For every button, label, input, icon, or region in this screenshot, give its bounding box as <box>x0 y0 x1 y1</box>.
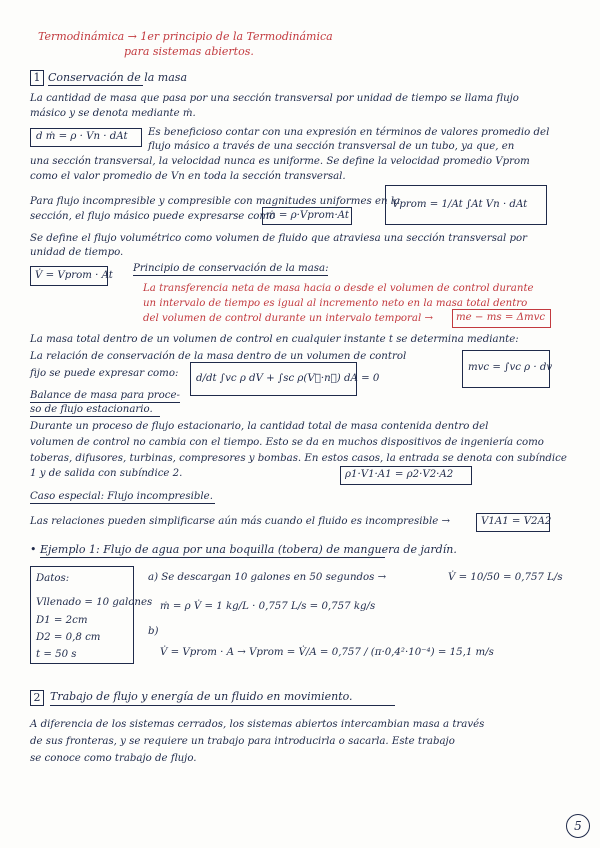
s2-para-1c: se conoce como trabajo de flujo. <box>30 753 197 764</box>
balance-line-b: so de flujo estacionario. <box>30 404 153 415</box>
eq-principle: me − ms = Δmvc <box>456 312 546 323</box>
eq-vprom: Vprom = 1/At ∫At Vn · dAt <box>392 199 528 210</box>
special-case-underline <box>30 503 215 504</box>
principle-title-underline <box>133 275 328 276</box>
datos-title: Datos: <box>36 573 70 584</box>
s1-para-2a: Es beneficioso contar con una expresión en términos de valores promedio del <box>148 127 550 138</box>
solution-b-result: V̇ = Vprom · A → Vprom = V̇/A = 0,757 / (π·0,4²·10⁻⁴) = 15,1 m/s <box>160 647 494 658</box>
s1-para-4a: Se define el flujo volumétrico como volumen de fluido que atraviesa una sección transversal por <box>30 233 528 244</box>
s1-para-2c: una sección transversal, la velocidad nunca es uniforme. Se define la velocidad promedio Vprom <box>30 156 530 167</box>
solution-b: b) <box>148 626 159 637</box>
section-1-title-underline <box>48 85 143 86</box>
section-1-title: Conservación de la masa <box>48 71 188 84</box>
page-number: 5 <box>566 814 590 838</box>
s2-para-1a: A diferencia de los sistemas cerrados, los sistemas abiertos intercambian masa a través <box>30 719 485 730</box>
eq-mvc: mvc = ∫vc ρ · dv <box>468 362 553 373</box>
s1-para-1a: La cantidad de masa que pasa por una sección transversal por unidad de tiempo se llama flujo <box>30 93 519 104</box>
principle-line-b: un intervalo de tiempo es igual al incremento neto en la masa total dentro <box>143 298 528 309</box>
eq-m: ṁ = ρ·Vprom·At <box>266 210 349 221</box>
s1-para-6a: Durante un proceso de flujo estacionario, la cantidad total de masa contenida dentro del <box>30 421 489 432</box>
eq-cons: d/dt ∫vc ρ dV + ∫sc ρ(V⃗·n⃗) dA = 0 <box>196 373 380 384</box>
eq-dm: d ṁ = ρ · Vn · dAt <box>36 131 128 142</box>
s1-para-2d: como el valor promedio de Vn en toda la sección transversal. <box>30 171 346 182</box>
balance-underline-a <box>30 402 180 403</box>
header-line-2: para sistemas abiertos. <box>124 45 254 58</box>
s1-para-7: Las relaciones pueden simplificarse aún más cuando el fluido es incompresible → <box>30 516 451 527</box>
section-2-title-underline <box>50 705 395 706</box>
s1-para-1b: másico y se denota mediante ṁ. <box>30 108 196 119</box>
example-title: • Ejemplo 1: Flujo de agua por una boquilla (tobera) de manguera de jardín. <box>30 543 457 556</box>
solution-a: a) Se descargan 10 galones en 50 segundos → <box>148 572 387 583</box>
s1-para-5b: La relación de conservación de la masa dentro de un volumen de control <box>30 351 407 362</box>
section-1-number: 1 <box>30 70 44 86</box>
principle-title: Principio de conservación de la masa: <box>133 263 329 274</box>
eq-v: V̇ = Vprom · At <box>35 270 113 281</box>
s1-para-6c: toberas, difusores, turbinas, compresores y bombas. En estos casos, la entrada se denota con subíndice <box>30 453 567 464</box>
s1-para-6d: 1 y de salida con subíndice 2. <box>30 468 183 479</box>
example-title-underline <box>40 557 385 558</box>
s1-para-5c: fijo se puede expresar como: <box>30 368 179 379</box>
datos-item-4: t = 50 s <box>36 649 77 660</box>
datos-item-2: D1 = 2cm <box>36 615 88 626</box>
datos-item-3: D2 = 0,8 cm <box>36 632 101 643</box>
eq-incomp: V1A1 = V2A2 <box>481 516 552 527</box>
principle-line-c: del volumen de control durante un intervalo temporal → <box>143 313 434 324</box>
balance-line-a: Balance de masa para proce- <box>30 390 180 401</box>
solution-a-result: V̇ = 10/50 = 0,757 L/s <box>448 572 563 583</box>
s1-para-6b: volumen de control no cambia con el tiempo. Esto se da en muchos dispositivos de ingeniería como <box>30 437 544 448</box>
header-line-1: Termodinámica → 1er principio de la Termodinámica <box>38 30 333 43</box>
balance-underline-b <box>30 416 160 417</box>
eq-steady: ρ1·V1·A1 = ρ2·V2·A2 <box>345 469 454 480</box>
solution-mass-flow: ṁ = ρ V̇ = 1 kg/L · 0,757 L/s = 0,757 kg/s <box>160 601 376 612</box>
principle-line-a: La transferencia neta de masa hacia o desde el volumen de control durante <box>143 283 534 294</box>
datos-item-1: Vllenado = 10 galones <box>36 597 153 608</box>
s1-para-5a: La masa total dentro de un volumen de control en cualquier instante t se determina mediante: <box>30 334 519 345</box>
section-2-title: Trabajo de flujo y energía de un fluido en movimiento. <box>50 690 353 703</box>
s2-para-1b: de sus fronteras, y se requiere un trabajo para introducirla o sacarla. Este trabajo <box>30 736 455 747</box>
s1-para-3b: sección, el flujo másico puede expresarse como <box>30 211 276 222</box>
section-2-number: 2 <box>30 690 44 706</box>
special-case-title: Caso especial: Flujo incompresible. <box>30 491 213 502</box>
s1-para-3a: Para flujo incompresible y compresible con magnitudes uniformes en la <box>30 196 401 207</box>
s1-para-2b: flujo másico a través de una sección transversal de un tubo, ya que, en <box>148 141 515 152</box>
s1-para-4b: unidad de tiempo. <box>30 247 124 258</box>
